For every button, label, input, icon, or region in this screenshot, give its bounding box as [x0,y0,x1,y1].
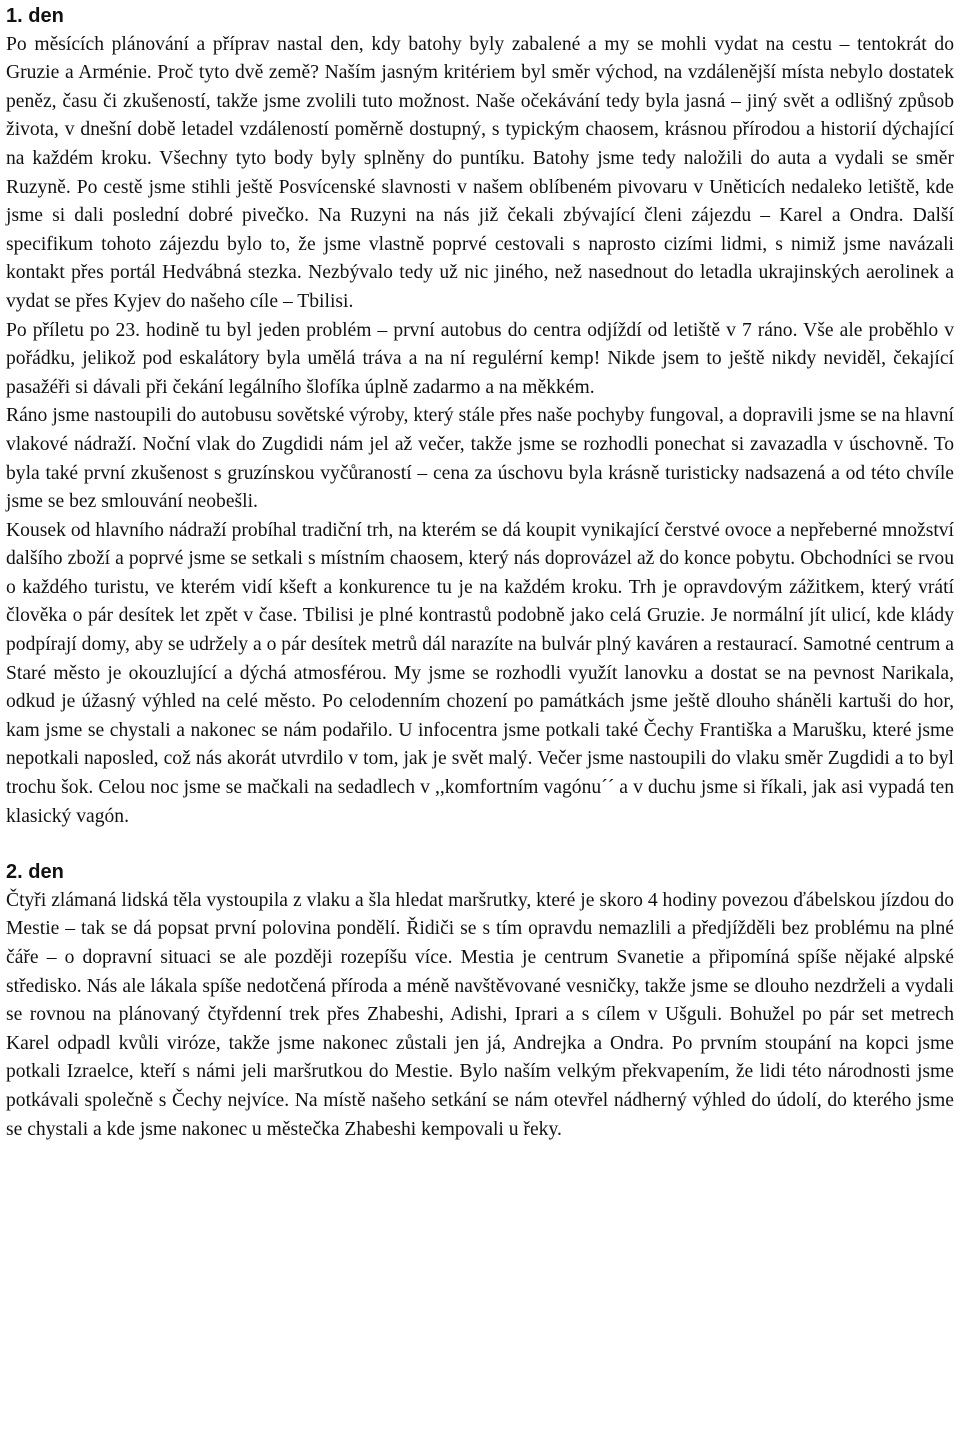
day-1-paragraph-3: Ráno jsme nastoupili do autobusu sovětské výroby, který stále přes naše pochyby fungoval, a dopravili jsme se na hlavní vlakové nádraží. Noční vlak do Zugdidi nám jel až večer, takže jsme se rozhodli ponechat si zavazadla v úschovně. To byla také první zkušenost s gruzínskou vyčůraností – cena za úschovu byla krásně turisticky nadsazená a od této chvíle jsme se bez smlouvání neobešli. [6,405,954,513]
day-1-paragraph-4: Kousek od hlavního nádraží probíhal tradiční trh, na kterém se dá koupit vynikající čerstvé ovoce a nepřeberné množství dalšího zboží a poprvé jsme se setkali s místním chaosem, který nás doprovázel až do konce pobytu. Obchodníci se rvou o každého turistu, ve kterém vidí kšeft a konkurence tu je na každém kroku. Trh je opravdovým zážitkem, který vrátí člověka o pár desítek let zpět v čase. Tbilisi je plné kontrastů podobně jako celá Gruzie. Je normální jít ulicí, kde klády podpírají domy, aby se udržely a o pár desítek metrů dál narazíte na bulvár plný kaváren a restaurací. Samotné centrum a Staré město je okouzlující a dýchá atmosférou. My jsme se rozhodli využít lanovku a dostat se na pevnost Narikala, odkud je úžasný výhled na celé město. Po celodenním chození po památkách jsme ještě dlouho sháněli kartuši do hor, kam jsme se chystali a nakonec se nám podařilo. U infocentra jsme potkali také Čechy Františka a Marušku, které jsme nepotkali naposled, což nás akorát utvrdilo v tom, jak je svět malý. Večer jsme nastoupili do vlaku směr Zugdidi a to byl trochu šok. Celou noc jsme se mačkali na sedadlech v ,,komfortním vagónu´´ a v duchu jsme si říkali, jak asi vypadá ten klasický vagón. [6,519,954,827]
day-1-paragraph-2: Po příletu po 23. hodině tu byl jeden problém – první autobus do centra odjíždí od letiště v 7 ráno. Vše ale proběhlo v pořádku, jelikož pod eskalátory byla umělá tráva a na ní regulérní kemp! Nikde jsem to ještě nikdy neviděl, čekající pasažéři si dávali při čekání legálního šlofíka úplně zadarmo a na měkkém. [6,319,954,398]
day-2-paragraph-1: Čtyři zlámaná lidská těla vystoupila z vlaku a šla hledat maršrutky, které je skoro 4 hodiny povezou ďábelskou jízdou do Mestie – tak se dá popsat první polovina pondělí. Řidiči se s tím opravdu nemazlili a předjížděli bez problému na plné čáře – o dopravní situaci se ale později rozepíšu více. Mestia je centrum Svanetie a připomíná spíše nějaké alpské středisko. Nás ale lákala spíše nedotčená příroda a méně navštěvované vesničky, takže jsme se dlouho nezdrželi a vydali se rovnou na plánovaný čtyřdenní trek přes Zhabeshi, Adishi, Iprari a s cílem v Ušguli. Bohužel po pár set metrech Karel odpadl kvůli viróze, takže jsme nakonec zůstali jen já, Andrejka a Ondra. Po prvním stoupání na kopci jsme potkali Izraelce, kteří s námi jeli maršrutkou do Mestie. Bylo naším velkým překvapením, že lidi této národnosti jsme potkávali společně s Čechy nejvíce. Na místě našeho setkání se nám otevřel nádherný výhled do údolí, do kterého jsme se chystali a kde jsme nakonec u městečka Zhabeshi kempovali u řeky. [6,889,954,1140]
day-1-paragraph-1: Po měsících plánování a příprav nastal den, kdy batohy byly zabalené a my se mohli vydat na cestu – tentokrát do Gruzie a Arménie. Proč tyto dvě země? Naším jasným kritériem byl směr východ, na vzdálenější místa nebylo dostatek peněz, času či zkušeností, takže jsme zvolili tuto možnost. Naše očekávání tedy byla jasná – jiný svět a odlišný způsob života, v dnešní době letadel vzdáleností poměrně dostupný, s typickým chaosem, krásnou přírodou a historií dýchající na každém kroku. Všechny tyto body byly splněny do puntíku. Batohy jsme tedy naložili do auta a vydali se směr Ruzyně. Po cestě jsme stihli ještě Posvícenské slavnosti v našem oblíbeném pivovaru v Uněticích nedaleko letiště, kde jsme si dali poslední dobré pivečko. Na Ruzyni na nás již čekali zbývající členi zájezdu – Karel a Ondra. Další specifikum tohoto zájezdu bylo to, že jsme vlastně poprvé cestovali s naprosto cizími lidmi, s nimiž jsme navázali kontakt přes portál Hedvábná stezka. Nezbývalo tedy už nic jiného, než nasednout do letadla ukrajinských aerolinek a vydat se přes Kyjev do našeho cíle – Tbilisi. [6,33,954,312]
day-2-heading: 2. den [6,861,64,884]
document-page [6,0,954,1144]
day-1-heading: 1. den [6,5,64,27]
